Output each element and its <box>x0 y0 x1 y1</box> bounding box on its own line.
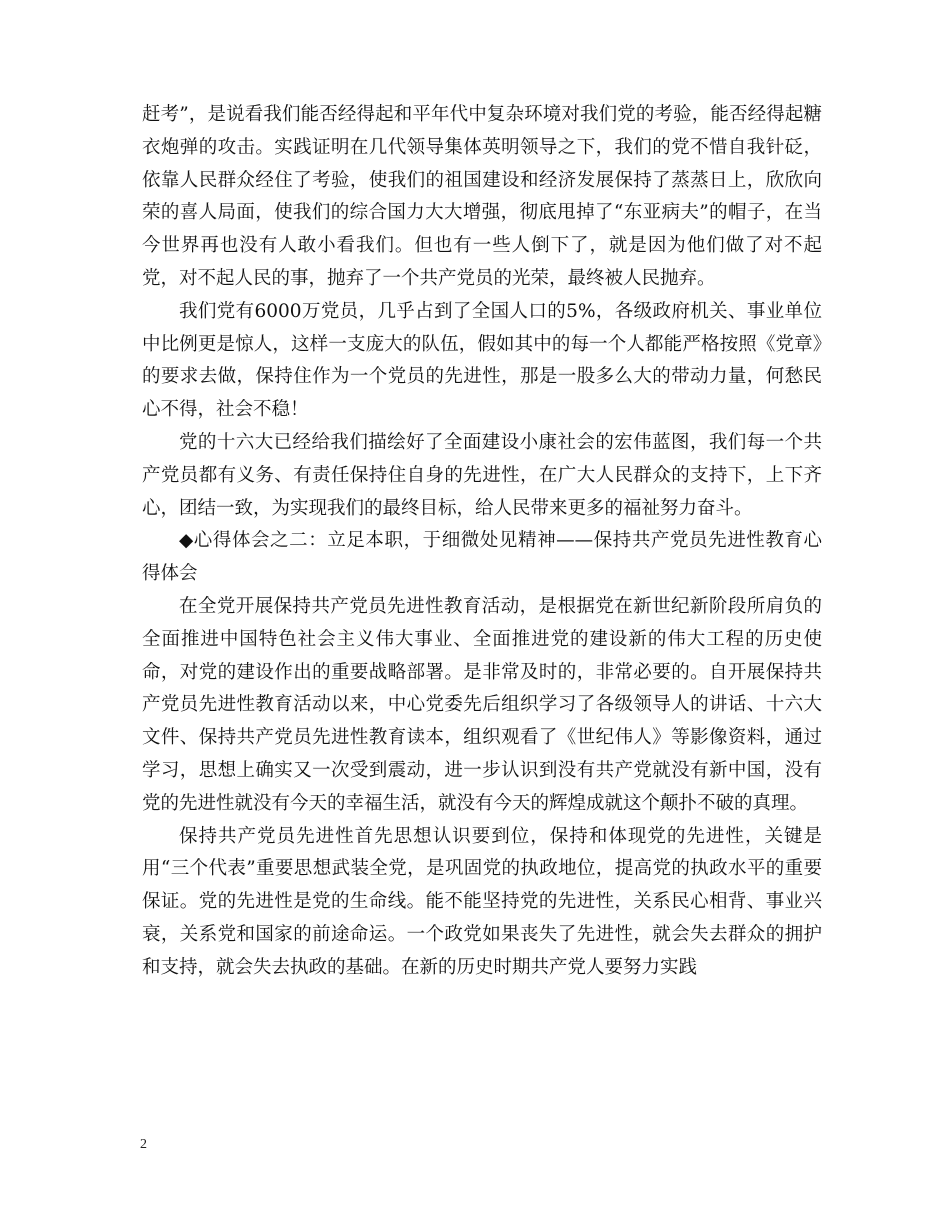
page-number: 2 <box>140 1137 147 1152</box>
section-heading: ◆心得体会之二：立足本职，于细微处见精神——保持共产党员先进性教育心得体会 <box>142 530 822 585</box>
paragraph-6: 保持共产党员先进性首先思想认识要到位，保持和体现党的先进性，关键是用“三个代表”重要思想武装全党，是巩固党的执政地位，提高党的执政水平的重要保证。党的先进性是党的生命线。能不能坚持党的先进性，关系民心相背、事业兴衰，关系党和国家的前途命运。一个政党如果丧失了先进性，就会失去群众的拥护和支持，就会失去执政的基础。在新的历史时期共产党人要努力实践 <box>142 825 822 978</box>
paragraph-5: 在全党开展保持共产党员先进性教育活动，是根据党在新世纪新阶段所肩负的全面推进中国特色社会主义伟大事业、全面推进党的建设新的伟大工程的历史使命，对党的建设作出的重要战略部署。是非常及时的，非常必要的。自开展保持共产党员先进性教育活动以来，中心党委先后组织学习了各级领导人的讲话、十六大文件、保持共产党员先进性教育读本，组织观看了《世纪伟人》等影像资料，通过学习，思想上确实又一次受到震动，进一步认识到没有共产党就没有新中国，没有党的先进性就没有今天的幸福生活，就没有今天的辉煌成就这个颠扑不破的真理。 <box>142 595 822 814</box>
paragraph-1: 赶考”，是说看我们能否经得起和平年代中复杂环境对我们党的考验，能否经得起糖衣炮弹的攻击。实践证明在几代领导集体英明领导之下，我们的党不惜自我针砭，依靠人民群众经住了考验，使我们的祖国建设和经济发展保持了蒸蒸日上，欣欣向荣的喜人局面，使我们的综合国力大大增强，彻底甩掉了“东亚病夫”的帽子，在当今世界再也没有人敢小看我们。但也有一些人倒下了，就是因为他们做了对不起党，对不起人民的事，抛弃了一个共产党员的光荣，最终被人民抛弃。 <box>142 104 822 289</box>
paragraph-2: 我们党有6000万党员，几乎占到了全国人口的5%，各级政府机关、事业单位中比例更是惊人，这样一支庞大的队伍，假如其中的每一个人都能严格按照《党章》的要求去做，保持住作为一个党员的先进性，那是一股多么大的带动力量，何愁民心不得，社会不稳！ <box>142 300 822 421</box>
paragraph-3: 党的十六大已经给我们描绘好了全面建设小康社会的宏伟蓝图，我们每一个共产党员都有义务、有责任保持住自身的先进性，在广大人民群众的支持下，上下齐心，团结一致，为实现我们的最终目标，给人民带来更多的福祉努力奋斗。 <box>142 431 822 519</box>
document-body <box>142 99 822 985</box>
